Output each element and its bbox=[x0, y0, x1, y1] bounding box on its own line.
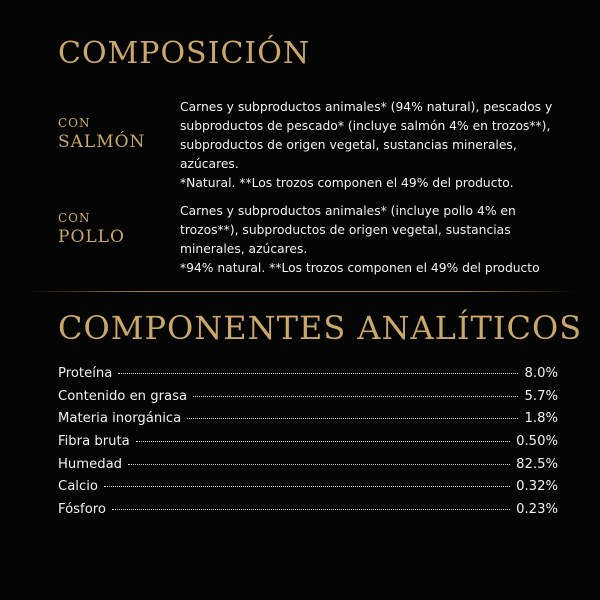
analytics-row bbox=[58, 479, 558, 502]
dot-leader bbox=[112, 509, 510, 510]
dot-leader bbox=[187, 418, 518, 419]
variant-prefix: CON bbox=[58, 116, 91, 130]
analytics-row bbox=[58, 457, 558, 480]
analytics-value: 5.7% bbox=[524, 388, 558, 404]
analytics-row bbox=[58, 434, 558, 457]
analytics-value: 0.50% bbox=[516, 434, 558, 450]
section-divider bbox=[30, 291, 575, 292]
dot-leader bbox=[118, 373, 518, 374]
analytics-value: 0.32% bbox=[516, 479, 558, 495]
variant-name: SALMÓN bbox=[58, 132, 146, 152]
variant-label-salmon bbox=[58, 116, 145, 152]
ingredients-text: Carnes y subproductos animales* (incluye pollo 4% en trozos**), subproductos de origen vegetal, sustancias minerales, azúcares. bbox=[180, 204, 516, 256]
analytics-label: Fibra bruta bbox=[58, 434, 130, 450]
analytics-value: 1.8% bbox=[524, 411, 558, 427]
analytics-value: 0.23% bbox=[516, 502, 558, 518]
analytics-label: Humedad bbox=[58, 456, 123, 472]
analytics-value: 8.0% bbox=[524, 366, 558, 381]
analytics-row bbox=[58, 411, 558, 434]
analytics-value: 82.5% bbox=[516, 456, 558, 472]
analytics-label: Proteína bbox=[58, 366, 113, 381]
analytics-label: Calcio bbox=[58, 479, 98, 495]
dot-leader bbox=[193, 396, 518, 397]
dot-leader bbox=[136, 441, 510, 442]
variant-name: POLLO bbox=[58, 227, 125, 247]
dot-leader bbox=[128, 464, 510, 465]
dot-leader bbox=[104, 486, 510, 487]
analytics-list bbox=[58, 366, 558, 525]
ingredients-note: *94% natural. **Los trozos componen el 49% del producto bbox=[180, 261, 540, 275]
analytics-row bbox=[58, 389, 558, 412]
variant-prefix: CON bbox=[58, 211, 91, 225]
analytics-label: Contenido en grasa bbox=[58, 388, 188, 404]
analytics-label: Fósforo bbox=[58, 502, 106, 518]
analytics-row bbox=[58, 502, 558, 525]
analytics-row bbox=[58, 366, 558, 389]
ingredients-text: Carnes y subproductos animales* (94% natural), pescados y subproductos de pescado* (incluye salmón 4% en trozos**), subproductos de origen vegetal, sustancias minerales, azúcares. bbox=[180, 100, 553, 171]
variant-description-pollo bbox=[180, 202, 555, 278]
composition-title: COMPOSICIÓN bbox=[58, 36, 311, 71]
analytics-label: Materia inorgánica bbox=[58, 411, 182, 427]
variant-description-salmon bbox=[180, 98, 555, 193]
variant-label-pollo bbox=[58, 211, 125, 247]
analytics-title: COMPONENTES ANALÍTICOS bbox=[58, 309, 583, 347]
ingredients-note: *Natural. **Los trozos componen el 49% del producto. bbox=[180, 176, 514, 190]
